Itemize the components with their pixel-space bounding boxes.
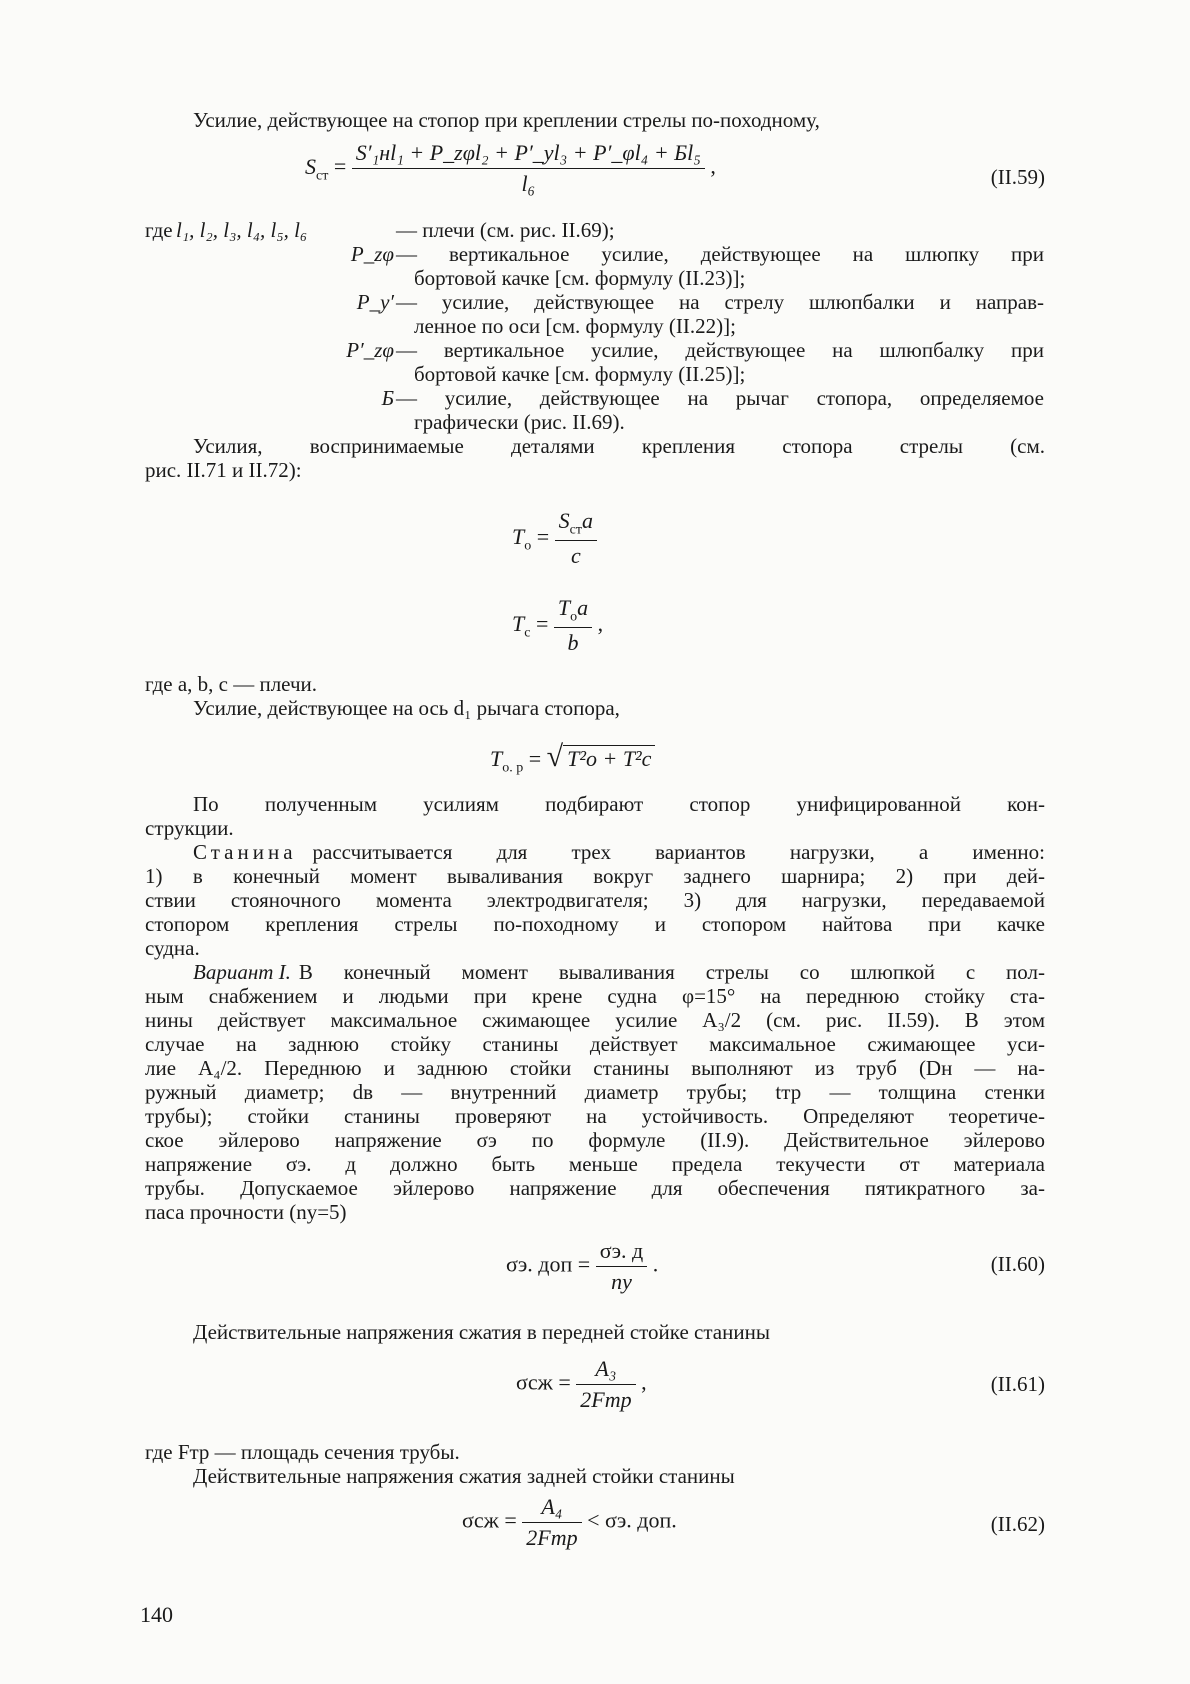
para-variant-line2: ным снабжением и людьми при крене судна φ=15° на переднюю стойку ста- [145, 984, 1045, 1008]
para-variant-line7: трубы); стойки станины проверяют на устойчивость. Определяют теоретиче- [145, 1104, 1045, 1128]
where-lead: где [145, 218, 173, 242]
equation-number-II60: (II.60) [990, 1252, 1045, 1276]
formula-II59-fraction [352, 140, 705, 197]
where-desc-Py: — усилие, действующее на стрелу шлюпбалки и направ- ленное по оси [см. формулу (II.22)]; [396, 290, 1044, 338]
where-symbol-Pzphi: P_zφ [350, 242, 394, 266]
axis-force: Усилие, действующее на ось d₁ рычага стопора, [193, 696, 620, 720]
para-variant-line9: напряжение σэ. д должно быть меньше предела текучести σт материала [145, 1152, 1045, 1176]
front-stress: Действительные напряжения сжатия в передней стойке станины [193, 1320, 770, 1344]
para-frame-line2: 1) в конечный момент вываливания вокруг заднего шарнира; 2) при дей- [145, 864, 1045, 888]
formula-II61: σсж = $\frac{\text{A₃}}{\text{2Fтр}}$ , [516, 1356, 647, 1412]
where-desc-B: — усилие, действующее на рычаг стопора, определяемое графически (рис. II.69). [396, 386, 1044, 434]
where-desc-Pzphi: — вертикальное усилие, действующее на шлюпку при бортовой качке [см. формулу (II.23)]; [396, 242, 1044, 290]
rear-stress: Действительные напряжения сжатия задней стойки станины [193, 1464, 735, 1488]
para-frame-line4: стопором крепления стрелы по-походному и стопором найтова при качке [145, 912, 1045, 936]
formula-II59-numerator: S′₁нl₁ + P_zφl₂ + P′_yl₃ + P′_φl₄ + Бl₅ [355, 140, 701, 165]
para-variant-line3: нины действует максимальное сжимающее усилие A₃/2 (см. рис. II.59). В этом [145, 1008, 1045, 1032]
where-symbol-B: Б [381, 386, 394, 410]
formula-II59-denominator: l₆ [352, 168, 705, 197]
equation-number-II61: (II.61) [990, 1372, 1045, 1396]
where-desc-Pprime-zphi: — вертикальное усилие, действующее на шлюпбалку при бортовой качке [см. формулу (II.25)]; [396, 338, 1044, 386]
para-variant-line4: случае на заднюю стойку станины действует максимальное сжимающее уси- [145, 1032, 1045, 1056]
where-F: где Fтр — площадь сечения трубы. [145, 1440, 460, 1464]
perceived-forces-line1: Усилия, воспринимаемые деталями крепления стопора стрелы (см. [193, 434, 1045, 458]
formula-Top: $T_{о. р}$ = √ T²о + T²с [490, 740, 655, 776]
para-variant-line1: Вариант I. В конечный момент вываливания стрелы со шлюпкой с пол- [193, 960, 1045, 984]
formula-II60: σэ. доп = $\frac{\sigma э. д}{ny}$ . [506, 1238, 659, 1294]
perceived-forces-line2: рис. II.71 и II.72): [145, 458, 302, 482]
para-stopper-line1: По полученным усилиям подбирают стопор унифицированной кон- [193, 792, 1045, 816]
para-variant-line10: трубы. Допускаемое эйлерово напряжение для обеспечения пятикратного за- [145, 1176, 1045, 1200]
formula-II59-lhs: $S_{ст}$ [305, 153, 329, 183]
where-symbol-l: l₁, l₂, l₃, l₄, l₅, l₆ [176, 218, 308, 242]
equation-number-II62: (II.62) [990, 1512, 1045, 1536]
para-stopper-line2: струкции. [145, 816, 234, 840]
para-variant-line5: лие A₄/2. Переднюю и заднюю стойки станины выполняют из труб (Dн — на- [145, 1056, 1045, 1080]
para-frame-line5: судна. [145, 936, 200, 960]
where-symbol-Pprime-zphi: P′_zφ [346, 338, 394, 362]
para-variant-line11: паса прочности (ny=5) [145, 1200, 347, 1224]
para-frame-line3: ствии стояночного момента электродвигателя; 3) для нагрузки, передаваемой [145, 888, 1045, 912]
para-frame-line1: Станина рассчитывается для трех вариантов нагрузки, а именно: [193, 840, 1045, 864]
equation-number-II59: (II.59) [990, 165, 1045, 189]
where-abc: где a, b, c — плечи. [145, 672, 318, 696]
where-symbol-Py: P_y′ [356, 290, 394, 314]
formula-II59: $S_{ст}$ = $\frac{\text{S′₁нl₁ + P\_zφl₂ + P′\_yl₃ + P′\_φl₄ + Бl₅}}{\text{l₆}}$ , [305, 140, 716, 196]
formula-Tc: $T_с$ = $\frac{T_оa}{b}$ , [512, 595, 604, 656]
where-desc-l: — плечи (см. рис. II.69); [396, 218, 615, 242]
formula-To: $T_о$ = $\frac{S_{ст}a}{c}$ [512, 508, 597, 569]
formula-II62: σсж = $\frac{\text{A₄}}{\text{2Fтр}}$ < σэ. доп. [462, 1494, 677, 1550]
page-number: 140 [140, 1602, 173, 1627]
para-variant-line6: ружный диаметр; dв — внутренний диаметр трубы; tтр — толщина стенки [145, 1080, 1045, 1104]
para-variant-line8: ское эйлерово напряжение σэ по формуле (II.9). Действительное эйлерово [145, 1128, 1045, 1152]
intro-force-stop: Усилие, действующее на стопор при креплении стрелы по-походному, [193, 108, 820, 132]
